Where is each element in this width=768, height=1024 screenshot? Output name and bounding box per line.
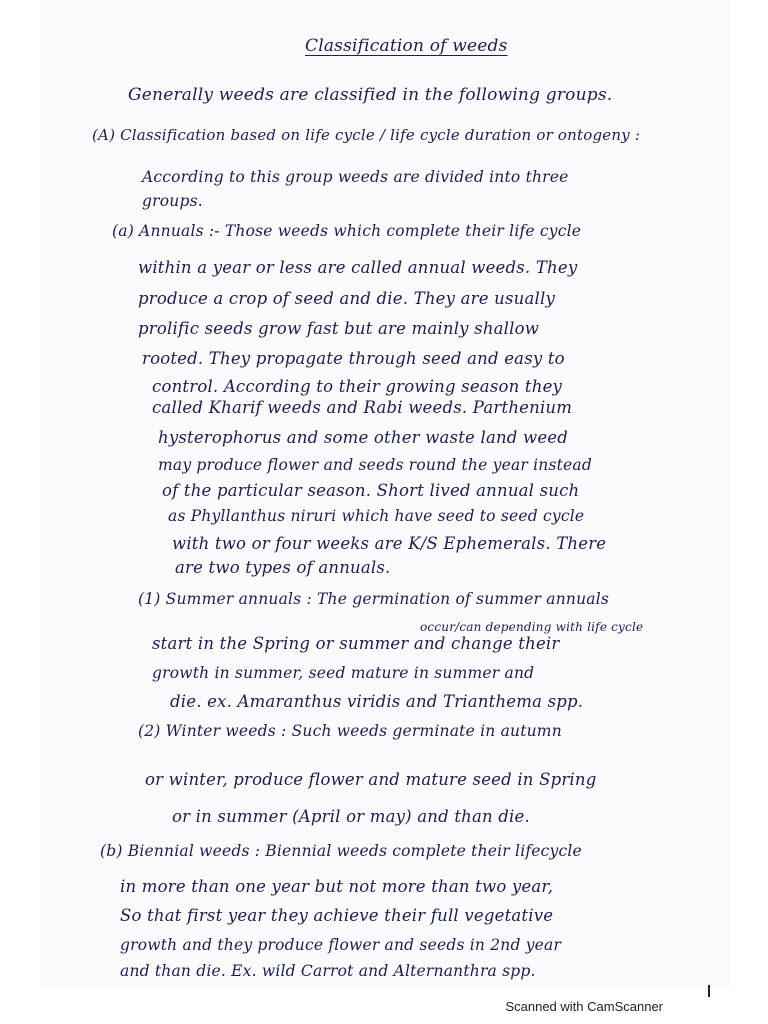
text-line: of the particular season. Short lived annual such — [162, 481, 580, 500]
text-line: So that first year they achieve their full vegetative — [120, 906, 554, 925]
text-line: within a year or less are called annual weeds. They — [138, 258, 578, 277]
text-line: occur/can depending with life cycle — [420, 620, 644, 634]
text-line: as Phyllanthus niruri which have seed to seed cycle — [168, 507, 585, 525]
scanner-watermark: Scanned with CamScanner — [505, 999, 663, 1014]
text-line: or winter, produce flower and mature seed in Spring — [145, 770, 597, 789]
text-line: (2) Winter weeds : Such weeds germinate in autumn — [138, 722, 562, 740]
text-line: may produce flower and seeds round the year instead — [158, 456, 592, 474]
text-line: called Kharif weeds and Rabi weeds. Parthenium — [152, 398, 573, 417]
text-line: produce a crop of seed and die. They are usually — [138, 289, 555, 308]
text-line: or in summer (April or may) and than die. — [172, 807, 530, 826]
page-title: Classification of weeds — [305, 36, 508, 56]
text-line: hysterophorus and some other waste land weed — [158, 428, 569, 447]
text-line: with two or four weeks are K/S Ephemerals. There — [172, 534, 607, 553]
text-line: growth in summer, seed mature in summer and — [152, 664, 535, 682]
text-line: die. ex. Amaranthus viridis and Trianthema spp. — [170, 692, 584, 711]
text-line: According to this group weeds are divided into three — [142, 168, 569, 186]
text-line: groups. — [142, 192, 203, 210]
text-line: Generally weeds are classified in the following groups. — [128, 85, 613, 105]
text-line: control. According to their growing season they — [152, 377, 563, 396]
text-line: growth and they produce flower and seeds in 2nd year — [120, 936, 562, 954]
text-line: (a) Annuals :- Those weeds which complete their life cycle — [112, 222, 582, 240]
text-line: rooted. They propagate through seed and easy to — [142, 349, 565, 368]
page-edge-mark — [708, 985, 710, 997]
text-line: (A) Classification based on life cycle / life cycle duration or ontogeny : — [92, 126, 641, 144]
text-line: in more than one year but not more than two year, — [120, 877, 554, 896]
text-line: (b) Biennial weeds : Biennial weeds complete their lifecycle — [100, 842, 582, 860]
text-line: are two types of annuals. — [175, 558, 391, 577]
text-line: (1) Summer annuals : The germination of summer annuals — [138, 590, 610, 608]
text-line: start in the Spring or summer and change their — [152, 634, 560, 653]
text-line: and than die. Ex. wild Carrot and Alternanthra spp. — [120, 962, 536, 980]
text-line: prolific seeds grow fast but are mainly shallow — [138, 319, 540, 338]
